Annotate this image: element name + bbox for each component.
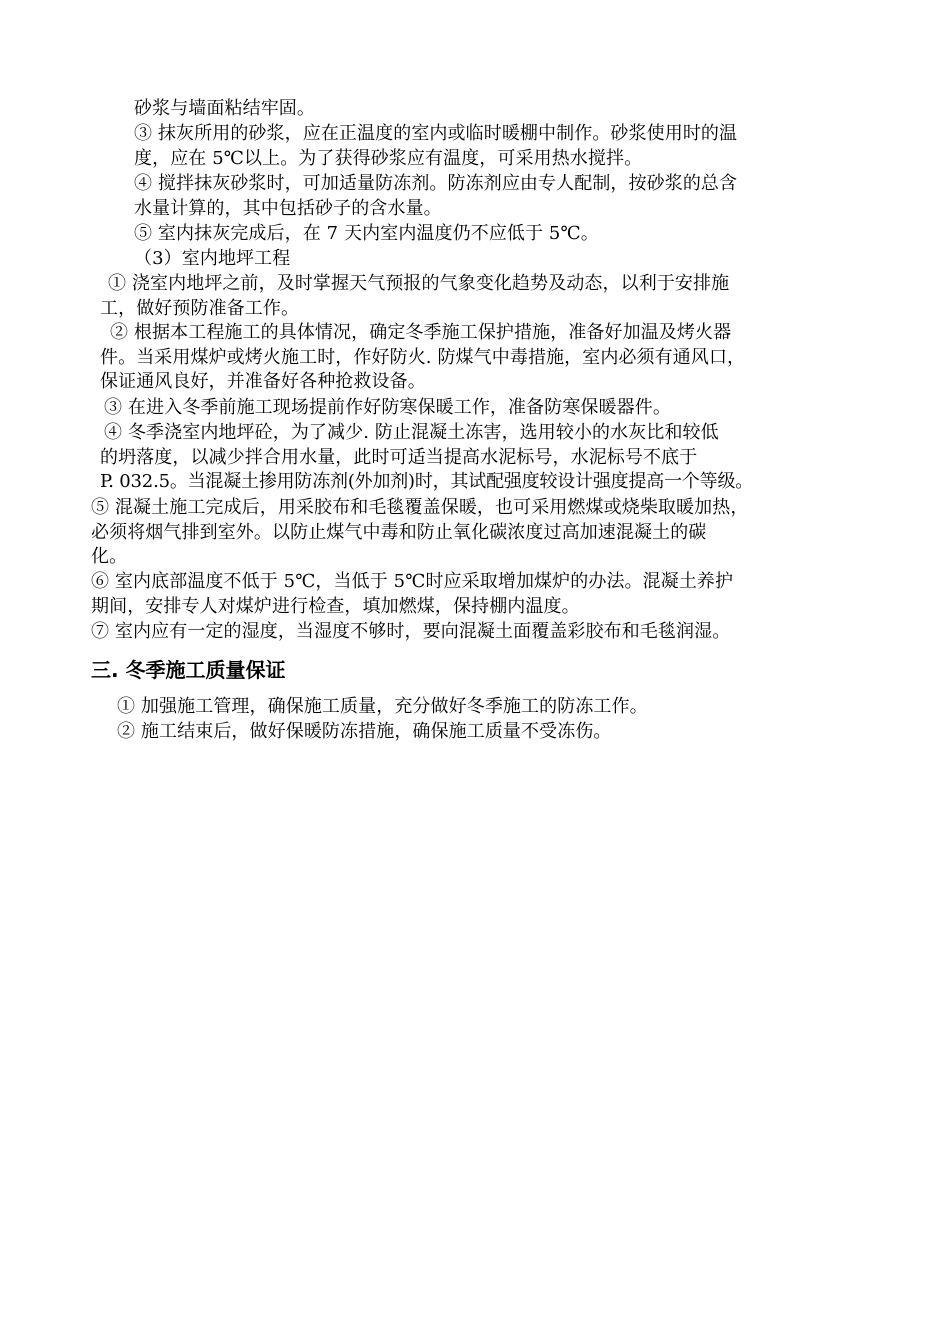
floor-section-title — [134, 247, 290, 272]
text-line: 保证通风良好，并准备好各种抢救设备。 — [100, 371, 426, 392]
text-line: ⑤ 室内抹灰完成后，在 7 天内室内温度仍不应低于 5℃。 — [134, 223, 599, 244]
plaster-item-3 — [134, 122, 737, 171]
text-line: ① 加强施工管理，确保施工质量，充分做好冬季施工的防冻工作。 — [117, 696, 648, 717]
floor-item-3 — [100, 396, 671, 421]
floor-item-7 — [91, 620, 730, 645]
section-title: （3）室内地坪工程 — [134, 248, 291, 269]
quality-section-heading — [91, 657, 286, 683]
text-line: 的坍落度，以减少拌合用水量，此时可适当提高水泥标号，水泥标号不底于 — [100, 446, 698, 468]
quality-item-2 — [117, 720, 612, 745]
plaster-item-5 — [134, 222, 599, 247]
text-line: ④ 冬季浇室内地坪砼，为了减少. 防止混凝土冻害，选用较小的水灰比和较低 — [104, 422, 719, 443]
floor-item-5 — [91, 496, 748, 570]
quality-item-1 — [117, 695, 648, 720]
text-line: ① 浇室内地坪之前，及时掌握天气预报的气象变化趋势及动态，以利于安排施 — [108, 273, 730, 294]
floor-item-1 — [100, 272, 729, 321]
text-line: ④ 搅拌抹灰砂浆时，可加适量防冻剂。防冻剂应由专人配制，按砂浆的总含 — [134, 173, 738, 194]
text-line: ② 根据本工程施工的具体情况，确定冬季施工保护措施，准备好加温及烤火器 — [110, 322, 732, 343]
text-line: 工，做好预防准备工作。 — [100, 297, 300, 319]
floor-item-2 — [100, 321, 745, 395]
section-heading: 三. 冬季施工质量保证 — [91, 658, 286, 682]
text-line: 水量计算的，其中包括砂子的含水量。 — [134, 197, 442, 219]
text-line: 化。 — [91, 546, 128, 567]
floor-item-6 — [91, 570, 733, 619]
text-line: 度，应在 5℃以上。为了获得砂浆应有温度，可采用热水搅拌。 — [134, 147, 643, 169]
text-line: 期间，安排专人对煤炉进行检查，填加燃煤，保持棚内温度。 — [91, 595, 580, 617]
text-line: ⑤ 混凝土施工完成后，用采胶布和毛毯覆盖保暖，也可采用燃煤或烧柴取暖加热， — [91, 497, 749, 518]
plaster-item-4 — [134, 172, 737, 221]
text-line: ② 施工结束后，做好保暖防冻措施，确保施工质量不受冻伤。 — [117, 721, 612, 742]
text-line: ⑦ 室内应有一定的湿度，当湿度不够时，要向混凝土面覆盖彩胶布和毛毯润湿。 — [91, 621, 731, 642]
text-line: ③ 在进入冬季前施工现场提前作好防寒保暖工作，准备防寒保暖器件。 — [104, 397, 671, 418]
text-line: 砂浆与墙面粘结牢固。 — [134, 98, 315, 119]
text-line: ③ 抹灰所用的砂浆，应在正温度的室内或临时暖棚中制作。砂浆使用时的温 — [134, 123, 738, 144]
floor-item-4 — [100, 421, 753, 495]
text-line: ⑥ 室内底部温度不低于 5℃，当低于 5℃时应采取增加煤炉的办法。混凝土养护 — [91, 571, 734, 592]
plaster-continued-line — [134, 97, 315, 122]
text-line: 件。当采用煤炉或烤火施工时，作好防火. 防煤气中毒措施，室内必须有通风口， — [100, 346, 746, 368]
text-line: 必须将烟气排到室外。以防止煤气中毒和防止氧化碳浓度过高加速混凝土的碳 — [91, 521, 707, 543]
text-line: P. 032.5。当混凝土掺用防冻剂(外加剂)时，其试配强度较设计强度提高一个等级。 — [100, 471, 754, 492]
